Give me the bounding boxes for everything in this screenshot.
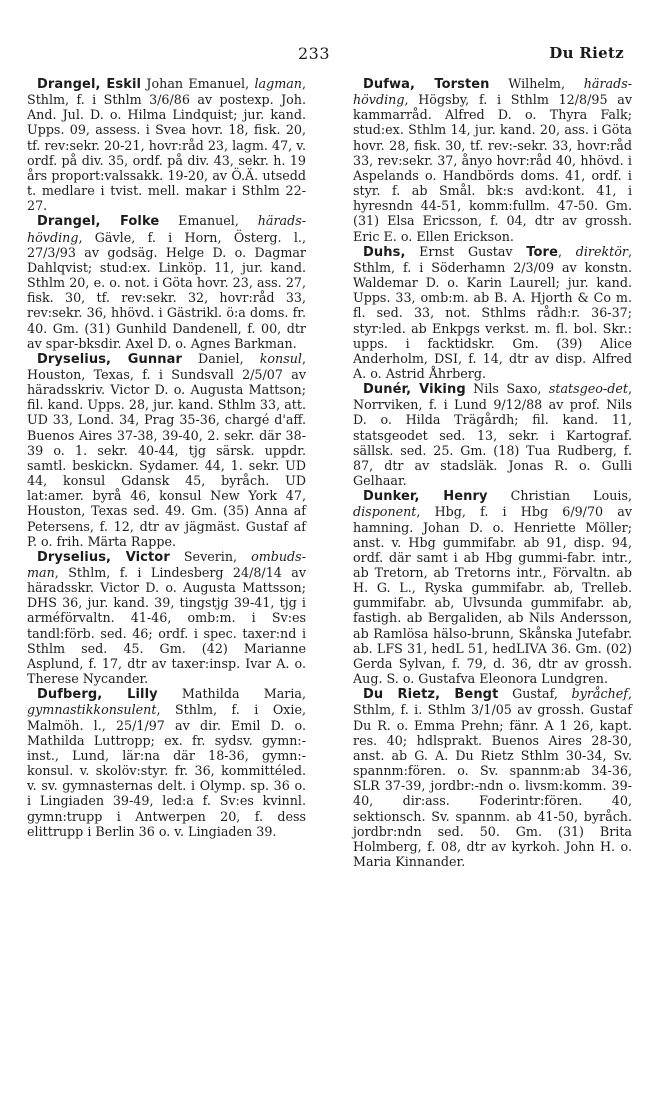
entry-title: härads-hövding bbox=[353, 76, 632, 108]
page-header bbox=[0, 44, 664, 68]
entry-given-names: Mathilda Maria, bbox=[157, 686, 307, 702]
entry-name: Drangel, Folke bbox=[37, 214, 160, 230]
entry-name: Dryselius, Gunnar bbox=[37, 351, 182, 367]
entry-text: , Sthlm, f. i Sthlm 3/6/86 av postexp. Joh. And. Jul. D. o. Hilma Lindquist; jur. kand. Upps. 09, assess. i Svea hovr. 18, fisk. 20, tf. rev:sekr. 20-21, hovr:råd 23, lagm. 47, v. ordf. på div. 35, ordf. på div. 43, sekr. h. 19 års proport:valssakk. 19-20, av Ö.Ä. utsedd t. medlare i tvist. mell. makar i Sthlm 22-27. bbox=[27, 76, 307, 214]
entry-dufberg-lilly bbox=[27, 686, 306, 839]
entry-name: Dunér, Viking bbox=[363, 382, 466, 398]
entry-name: Duhs, bbox=[363, 244, 406, 260]
entry-duhs-tore: Duhs, Ernst Gustav Tore, direktör, Sthlm, f. i Söderhamn 2/3/09 av konstn. Waldemar D. o. Karin Laurell; jur. kand. Upps. 33, omb:m. ab B. A. Hjorth & Co m. fl. sed. 33, not. Sthlms rådh:r. 36-37; styr:led. ab Enkpgs verkst. m. fl. bol. Skr.: upps. i facktidskr. Gm. (39) Alice Anderholm, DSI, f. 14, dtr av disp. Alfred A. o. Astrid Åhrberg. bbox=[353, 243, 632, 381]
entry-text: , Sthlm, f. i Lindesberg 24/8/14 av häradsskr. Victor D. o. Augusta Mattsson; DHS 36, jur. kand. 39, tingstjg 39-41, tjg i arméförvaltn. 41-46, omb:m. i Sv:es tandl:förb. sed. 46; ordf. i spec. taxer:nd i Sthlm sed. 45. Gm. (42) Marianne Asplund, f. 17, dtr av taxer:insp. Ivar A. o. Therese Nycander. bbox=[27, 565, 306, 687]
entry-text: , Gävle, f. i Horn, Österg. l., 27/3/93 av godsäg. Helge D. o. Dagmar Dahlqvist; stud:ex. Linköp. 11, jur. kand. Sthlm 20, e. o. not. i Göta hovr. 23, ass. 27, fisk. 30, tf. rev:sekr. 32, hovr:råd 33, rev:sekr. 36, hhövd. i Gästrikl. ö:a doms. fr. 40. Gm. (31) Gunhild Dandenell, f. 00, dtr av spar-bksdir. Axel D. o. Agnes Barkman. bbox=[27, 229, 306, 351]
entry-name: Dryselius, Victor bbox=[37, 549, 170, 565]
entry-given-names: Ernst Gustav bbox=[405, 243, 527, 259]
entry-title: konsul bbox=[259, 350, 302, 366]
entry-title: lagman bbox=[254, 76, 302, 91]
entry-given-names: Nils Saxo, bbox=[465, 381, 549, 397]
entry-given-names: Gustaf, bbox=[498, 686, 572, 702]
running-head: Du Rietz bbox=[549, 44, 624, 62]
entry-duner-viking bbox=[353, 381, 632, 488]
entry-drangel-eskil bbox=[27, 76, 306, 213]
entry-title: byråchef bbox=[571, 686, 628, 702]
entry-dryselius-gunnar bbox=[27, 351, 306, 549]
entry-given-names: Christian Louis, bbox=[487, 488, 632, 504]
entry-dufwa-torsten bbox=[353, 76, 632, 244]
entry-name-callname: Tore bbox=[526, 244, 558, 260]
entry-title: härads-hövding bbox=[27, 213, 306, 245]
entry-text: , Sthlm, f. i. Sthlm 3/1/05 av grossh. Gustaf Du R. o. Emma Prehn; fänr. A 1 26, kapt. res. 40; hdlsprakt. Buenos Aires 28-30, anst. ab G. A. Du Rietz Sthlm 30-34, Sv. spannm:fören. o. Sv. spannm:ab 34-36, SLR 37-39, jordbr:-ndn o. livsm:komm. 39-40, dir:ass. Foderintr:fören. 40, sektionsch. Sv. spannm. ab 41-50, byråch. jordbr:ndn sed. 50. Gm. (31) Brita Holmberg, f. 08, dtr av kyrkoh. John H. o. Maria Kinnander. bbox=[353, 686, 632, 869]
entry-given-names: Emanuel, bbox=[159, 213, 258, 229]
entry-title: direktör bbox=[575, 243, 628, 259]
entry-given-names: Johan Emanuel, bbox=[141, 76, 255, 91]
entry-title: gymnastikkonsulent bbox=[27, 702, 157, 718]
entry-given-names: Wilhelm, bbox=[489, 76, 584, 91]
entry-dryselius-victor bbox=[27, 549, 306, 686]
page-number: 233 bbox=[298, 44, 331, 63]
entry-du-rietz-bengt bbox=[353, 686, 632, 869]
entry-title: statsgeo-det bbox=[548, 381, 628, 397]
entry-name: Du Rietz, Bengt bbox=[363, 687, 499, 703]
entry-name: Drangel, Eskil bbox=[37, 77, 142, 92]
entry-given-names: Severin, bbox=[169, 548, 252, 564]
entry-name: Dufberg, Lilly bbox=[37, 687, 158, 703]
entry-name: Dunker, Henry bbox=[363, 489, 488, 505]
entry-text: , Houston, Texas, f. i Sundsvall 2/5/07 av häradsskriv. Victor D. o. Augusta Mattson; fil. kand. Upps. 28, jur. kand. Sthlm 33, att. UD 33, Lond. 34, Prag 35-36, chargé d'aff. Buenos Aires 37-38, 39-40, 2. sekr. där 38-39 o. 1. sekr. 40-44, tjg särsk. uppdr. samtl. beskickn. Sydamer. 44, 1. sekr. UD 44, konsul Gdansk 45, byråch. UD lat:amer. byrå 46, konsul New York 47, Houston, Texas sed. 49. Gm. (35) Anna af Petersens, f. 12, dtr av jägmäst. Gustaf af P. o. frih. Märta Rappe. bbox=[27, 350, 306, 549]
entry-text: , Högsby, f. i Sthlm 12/8/95 av kammarråd. Alfred D. o. Thyra Falk; stud:ex. Sthlm 14, jur. kand. 20, ass. i Göta hovr. 28, fisk. 30, tf. rev:-sekr. 33, hovr:råd 33, rev:sekr. 37, ånyo hovr:råd 40, hhövd. i Aspelands o. Handbörds doms. 41, ordf. i styr. f. ab Smål. bk:s avd:kont. 41, i hyresndn 44-51, komm:fullm. 47-50. Gm. (31) Elsa Ericsson, f. 04, dtr av grossh. Eric E. o. Ellen Erickson. bbox=[353, 92, 632, 244]
entry-text: , Norrviken, f. i Lund 9/12/88 av prof. Nils D. o. Hilda Trägårdh; fil. kand. 11, statsgeodet sed. 13, sekr. i Kartograf. sällsk. sed. 25. Gm. (18) Tua Rudberg, f. 87, dtr av stadsläk. Jonas R. o. Gulli Gelhaar. bbox=[353, 381, 632, 489]
entry-name: Dufwa, Torsten bbox=[363, 77, 490, 92]
entry-text: , Sthlm, f. i Söderhamn 2/3/09 av konstn. Waldemar D. o. Karin Laurell; jur. kand. Upps. 33, omb:m. ab B. A. Hjorth & Co m. fl. sed. 33, not. Sthlms rådh:r. 36-37; styr:led. ab Enkpgs verkst. m. fl. bol. Skr.: upps. i facktidskr. Gm. (39) Alice Anderholm, DSI, f. 14, dtr av disp. Alfred A. o. Astrid Åhrberg. bbox=[353, 243, 632, 381]
entry-title: ombuds-man bbox=[27, 548, 306, 580]
entry-dunker-henry bbox=[353, 488, 632, 686]
left-column bbox=[27, 76, 306, 839]
entry-title: disponent bbox=[353, 504, 417, 520]
entry-given-names: Daniel, bbox=[181, 350, 260, 366]
right-column bbox=[353, 76, 632, 869]
entry-drangel-folke bbox=[27, 213, 306, 350]
entry-text: , Hbg, f. i Hbg 6/9/70 av hamning. Johan D. o. Henriette Möller; anst. v. Hbg gummifabr. ab 91, disp. 94, ordf. där samt i ab Hbg gummi-fabr. intr., ab Tretorn, ab Tretorns intr., Förvaltn. ab H. G. L., Ryska gummifabr. ab, Trelleb. gummifabr. ab, Ulvsunda gummifabr. ab, fastigh. ab Bergaliden, ab Nils Andersson, ab Ramlösa hälso-brunn, Skånska Jutefabr. ab. LFS 31, hedL 51, hedLIVA 36. Gm. (02) Gerda Sylvan, f. 79, d. 36, dtr av grossh. Aug. S. o. Gustafva Eleonora Lundgren. bbox=[353, 504, 632, 687]
entry-text: , Sthlm, f. i Oxie, Malmöh. l., 25/1/97 av dir. Emil D. o. Mathilda Luttropp; ex. fr. sydsv. gymn:-inst., Lund, lär:na där 18-36, gymn:-konsul. v. skolöv:styr. fr. 36, kommittéled. v. sv. gymnasternas delt. i Olymp. sp. 36 o. i Lingiaden 39-49, led:a f. Sv:es kvinnl. gymn:trupp i Antwerpen 20, f. dess elittrupp i Berlin 36 o. v. Lingiaden 39. bbox=[27, 702, 306, 839]
